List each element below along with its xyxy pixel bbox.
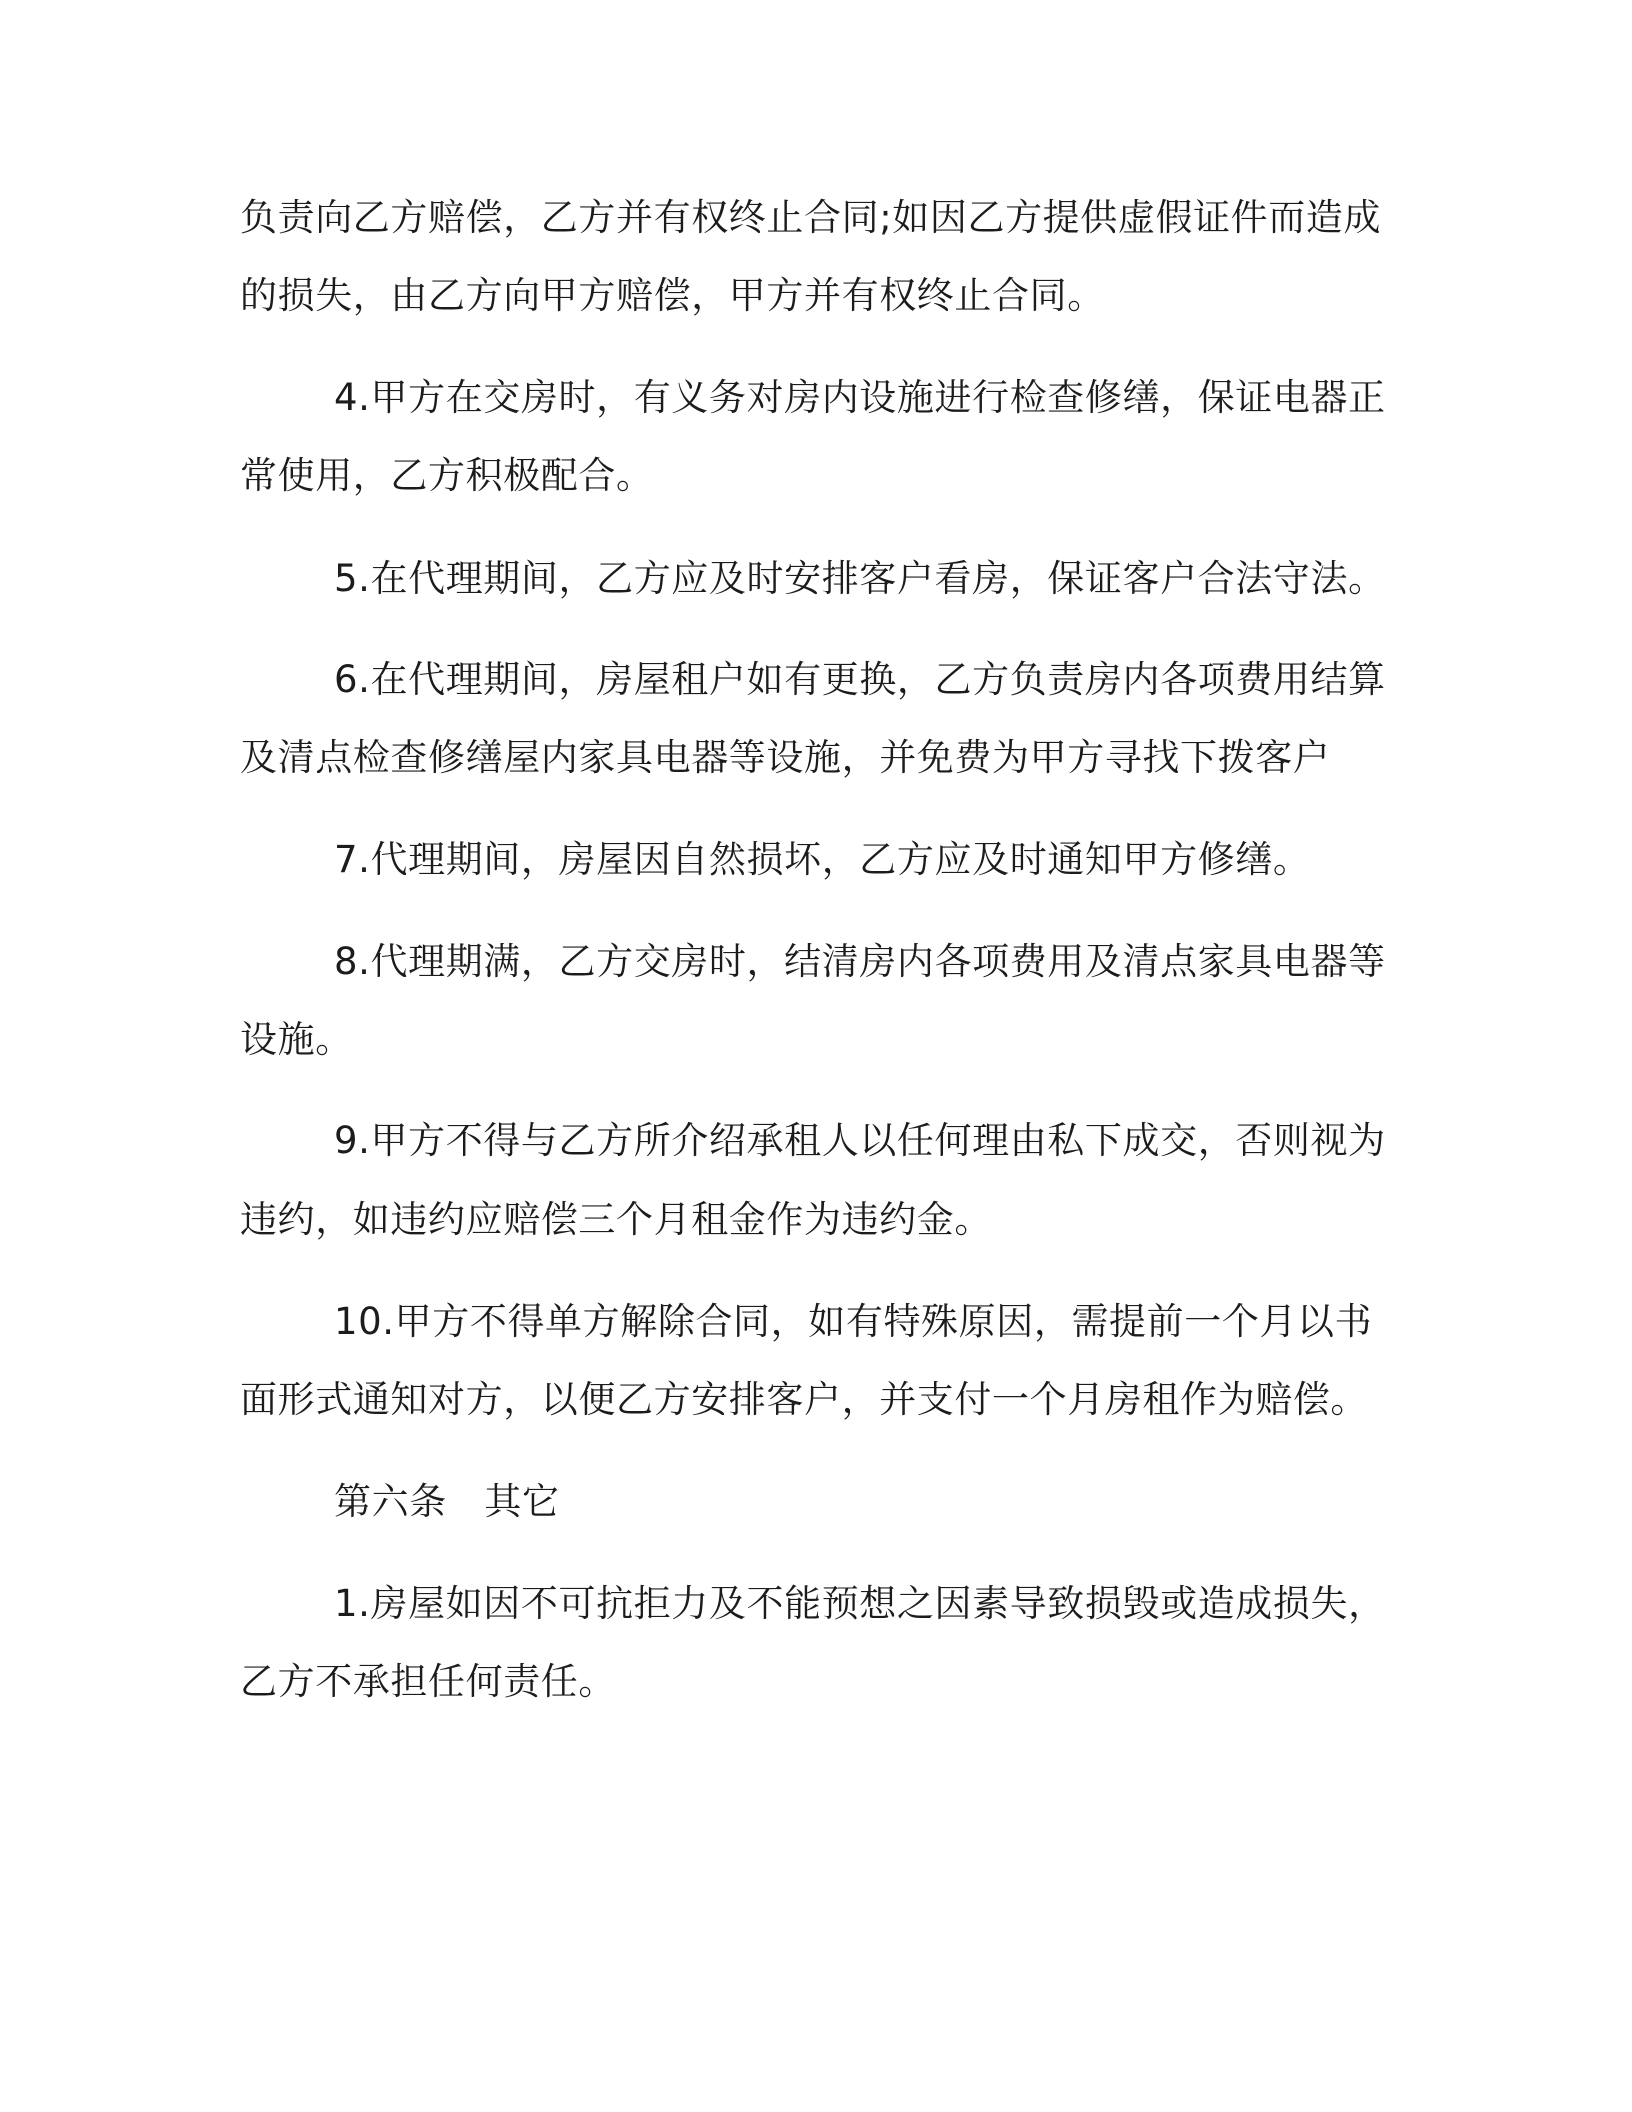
clause-6-line-1: 6.在代理期间，房屋租户如有更换，乙方负责房内各项费用结算 — [334, 658, 1386, 701]
clause-8-line-2: 设施。 — [240, 1018, 353, 1061]
article-6-clause-1-line-1: 1.房屋如因不可抗拒力及不能预想之因素导致损毁或造成损失， — [334, 1582, 1386, 1625]
text-line-1: 负责向乙方赔偿，乙方并有权终止合同;如因乙方提供虚假证件而造成 — [240, 196, 1382, 239]
clause-9-line-1: 9.甲方不得与乙方所介绍承租人以任何理由私下成交，否则视为 — [334, 1119, 1386, 1162]
clause-4-line-2: 常使用，乙方积极配合。 — [240, 454, 654, 497]
clause-4-line-1: 4.甲方在交房时，有义务对房内设施进行检查修缮，保证电器正 — [334, 376, 1386, 419]
section-heading-article-6: 第六条 其它 — [334, 1480, 560, 1523]
clause-9-line-2: 违约，如违约应赔偿三个月租金作为违约金。 — [240, 1198, 992, 1241]
clause-8-line-1: 8.代理期满，乙方交房时，结清房内各项费用及清点家具电器等 — [334, 940, 1386, 983]
article-6-clause-1-line-2: 乙方不承担任何责任。 — [240, 1660, 616, 1703]
clause-7: 7.代理期间，房屋因自然损坏，乙方应及时通知甲方修缮。 — [334, 838, 1311, 881]
clause-10-line-2: 面形式通知对方，以便乙方安排客户，并支付一个月房租作为赔偿。 — [240, 1378, 1368, 1421]
clause-5: 5.在代理期间，乙方应及时安排客户看房，保证客户合法守法。 — [334, 557, 1386, 600]
clause-10-line-1: 10.甲方不得单方解除合同，如有特殊原因，需提前一个月以书 — [334, 1300, 1373, 1343]
text-line-2: 的损失，由乙方向甲方赔偿，甲方并有权终止合同。 — [240, 274, 1105, 317]
clause-6-line-2: 及清点检查修缮屋内家具电器等设施，并免费为甲方寻找下拨客户 — [240, 736, 1331, 779]
